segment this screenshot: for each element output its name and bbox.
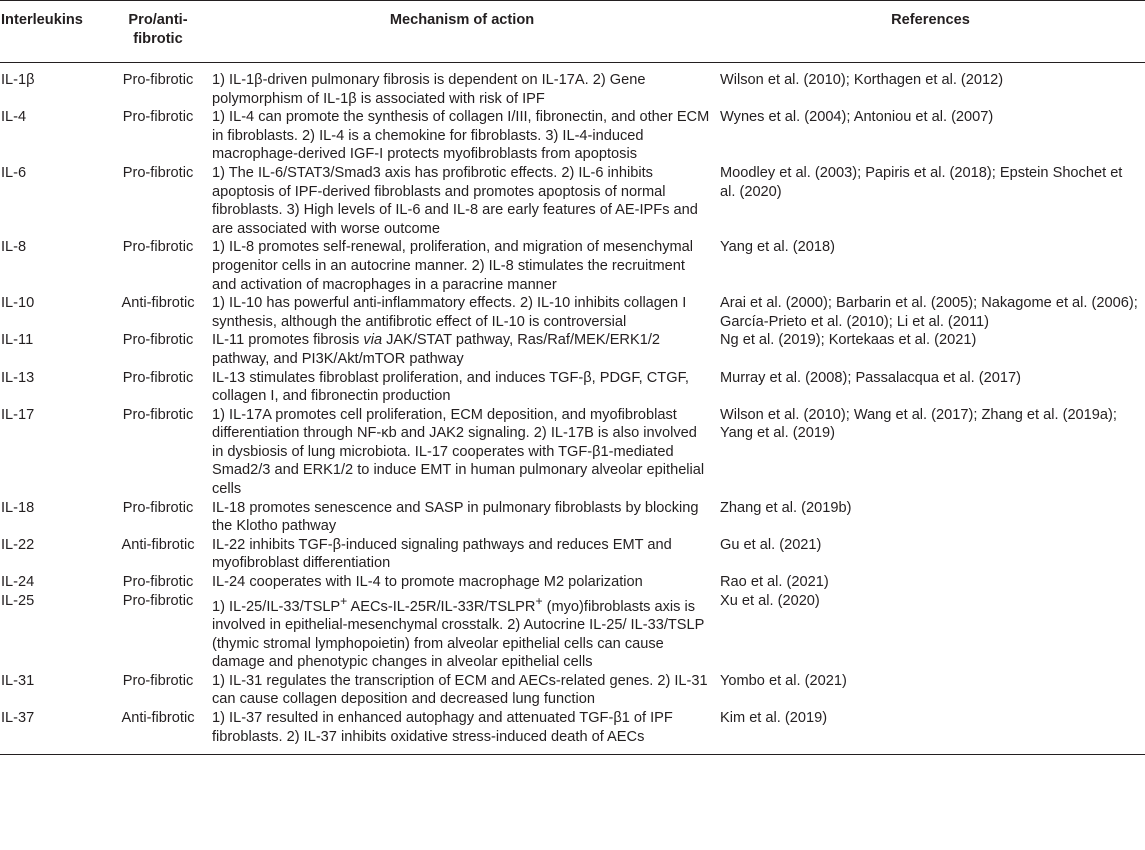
references-text: Ng et al. (2019); Kortekaas et al. (2021) bbox=[720, 332, 977, 349]
interleukin-name: IL-1β bbox=[1, 72, 35, 88]
mechanism-text-part: JAK/STAT pathway, Ras/Raf/MEK/ERK1/2 pathway, and PI3K/Akt/mTOR pathway bbox=[212, 332, 660, 367]
mechanism-text-part: AECs-IL-25R/IL-33R/TSLPR bbox=[347, 598, 536, 615]
table-row bbox=[0, 709, 1145, 755]
interleukin-name: IL-37 bbox=[1, 710, 35, 727]
mechanism-text: IL-18 promotes senescence and SASP in pulmonary fibroblasts by blocking the Klotho pathway bbox=[212, 499, 699, 535]
references-text: Moodley et al. (2003); Papiris et al. (2018); Epstein Shochet et al. (2020) bbox=[720, 164, 1123, 200]
fibrotic-type: Pro-fibrotic bbox=[122, 109, 194, 126]
mechanism-text: 1) IL-37 resulted in enhanced autophagy and attenuated TGF-β1 of IPF fibroblasts. 2) IL-37 inhibits oxidative stress-induced death of AECs bbox=[212, 710, 673, 745]
table-row bbox=[0, 238, 1145, 294]
interleukin-name: IL-13 bbox=[1, 369, 35, 386]
fibrotic-type: Pro-fibrotic bbox=[122, 239, 194, 256]
mechanism-text: 1) IL-10 has powerful anti-inflammatory effects. 2) IL-10 inhibits collagen I synthesis, although the antifibrotic effect of IL-10 is controversial bbox=[212, 295, 687, 330]
table-row bbox=[0, 164, 1145, 238]
mechanism-text: 1) IL-31 regulates the transcription of ECM and AECs-related genes. 2) IL-31 can cause collagen deposition and decreased lung function bbox=[212, 672, 708, 708]
table-row bbox=[0, 592, 1145, 672]
references-text: Kim et al. (2019) bbox=[720, 710, 828, 727]
mechanism-text-part: 1) IL-25/IL-33/TSLP bbox=[212, 598, 341, 615]
fibrotic-type: Anti-fibrotic bbox=[121, 295, 195, 312]
fibrotic-type: Pro-fibrotic bbox=[122, 332, 194, 349]
fibrotic-type: Pro-fibrotic bbox=[122, 499, 194, 516]
header-references: References bbox=[891, 12, 970, 28]
fibrotic-type: Pro-fibrotic bbox=[122, 672, 194, 689]
table-row bbox=[0, 406, 1145, 499]
interleukin-name: IL-25 bbox=[1, 592, 35, 609]
interleukin-name: IL-22 bbox=[1, 536, 35, 553]
table-row bbox=[0, 63, 1145, 109]
references-text: Gu et al. (2021) bbox=[720, 536, 822, 553]
table-header-row bbox=[0, 1, 1145, 63]
mechanism-text-italic: via bbox=[363, 332, 383, 349]
table-row bbox=[0, 108, 1145, 164]
interleukin-name: IL-8 bbox=[1, 239, 27, 256]
interleukin-name: IL-17 bbox=[1, 406, 35, 423]
mechanism-text: 1) IL-17A promotes cell proliferation, ECM deposition, and myofibroblast differentiation through NF-κb and JAK2 signaling. 2) IL-17B is also involved in dysbiosis of lung microbiota. IL-17 cooperates with TGF-β1-mediated Smad2/3 and ERK1/2 to induce EMT in human pulmonary alveolar epithelial cells bbox=[212, 406, 705, 498]
mechanism-text: 1) IL-4 can promote the synthesis of collagen I/III, fibronectin, and other ECM in fibroblasts. 2) IL-4 is a chemokine for fibroblasts. 3) IL-4-induced macrophage-derived IGF-I protects myofibroblasts from apoptosis bbox=[212, 109, 710, 163]
fibrotic-type: Anti-fibrotic bbox=[121, 536, 195, 553]
interleukin-name: IL-18 bbox=[1, 499, 35, 516]
fibrotic-type: Pro-fibrotic bbox=[122, 369, 194, 386]
mechanism-text: 1) The IL-6/STAT3/Smad3 axis has profibrotic effects. 2) IL-6 inhibits apoptosis of IPF-derived fibroblasts and promotes apoptosis of normal fibroblasts. 3) High levels of IL-6 and IL-8 are early features of AE-IPFs and are associated with worse outcome bbox=[212, 164, 698, 237]
mechanism-text: IL-13 stimulates fibroblast proliferation, and induces TGF-β, PDGF, CTGF, collagen I, and fibronectin production bbox=[212, 369, 689, 405]
superscript-plus: + bbox=[340, 593, 348, 608]
fibrotic-type: Pro-fibrotic bbox=[122, 592, 194, 609]
mechanism-text-part: (myo)fibroblasts axis is involved in epithelial-mesenchymal crosstalk. 2) Autocrine IL-25/ IL-33/TSLP (thymic stromal lymphopoietin) from alveolar epithelial cells can cause damage and phenotypic changes in alveolar epithelial cells bbox=[212, 598, 705, 671]
interleukin-name: IL-31 bbox=[1, 672, 35, 689]
header-mechanism: Mechanism of action bbox=[389, 12, 535, 28]
references-text: Wilson et al. (2010); Korthagen et al. (2012) bbox=[720, 72, 1004, 88]
mechanism-text: IL-24 cooperates with IL-4 to promote macrophage M2 polarization bbox=[212, 574, 643, 591]
table-row bbox=[0, 499, 1145, 536]
fibrotic-type: Pro-fibrotic bbox=[122, 72, 194, 88]
table-row bbox=[0, 672, 1145, 709]
mechanism-text bbox=[208, 592, 716, 672]
references-text: Yang et al. (2018) bbox=[720, 239, 835, 256]
table-row bbox=[0, 331, 1145, 368]
fibrotic-type: Pro-fibrotic bbox=[122, 406, 194, 423]
interleukin-name: IL-4 bbox=[1, 109, 27, 126]
references-text: Yombo et al. (2021) bbox=[720, 672, 847, 689]
references-text: Arai et al. (2000); Barbarin et al. (2005); Nakagome et al. (2006); García-Prieto et al. (2010); Li et al. (2011) bbox=[720, 295, 1138, 330]
interleukin-name: IL-10 bbox=[1, 295, 35, 312]
interleukin-name: IL-24 bbox=[1, 574, 35, 591]
references-text: Murray et al. (2008); Passalacqua et al. (2017) bbox=[720, 369, 1021, 386]
table-row bbox=[0, 536, 1145, 573]
fibrotic-type: Pro-fibrotic bbox=[122, 164, 194, 181]
references-text: Wilson et al. (2010); Wang et al. (2017); Zhang et al. (2019a); Yang et al. (2019) bbox=[720, 406, 1117, 442]
header-pro-anti-fibrotic: Pro/anti-fibrotic bbox=[128, 12, 188, 47]
references-text: Xu et al. (2020) bbox=[720, 592, 820, 609]
table-row bbox=[0, 294, 1145, 331]
table-row bbox=[0, 369, 1145, 406]
superscript-plus: + bbox=[535, 593, 543, 608]
interleukin-name: IL-6 bbox=[1, 164, 27, 181]
mechanism-text: 1) IL-8 promotes self-renewal, proliferation, and migration of mesenchymal progenitor cells in an autocrine manner. 2) IL-8 stimulates the recruitment and activation of macrophages in a paracrine manner bbox=[212, 239, 694, 293]
fibrotic-type: Pro-fibrotic bbox=[122, 574, 194, 591]
header-interleukins: Interleukins bbox=[1, 12, 83, 28]
references-text: Zhang et al. (2019b) bbox=[720, 499, 852, 516]
mechanism-text-part: IL-11 promotes fibrosis bbox=[212, 332, 364, 349]
table-row bbox=[0, 573, 1145, 592]
interleukin-name: IL-11 bbox=[1, 332, 34, 349]
mechanism-text bbox=[208, 331, 716, 368]
mechanism-text: IL-22 inhibits TGF-β-induced signaling pathways and reduces EMT and myofibroblast differentiation bbox=[212, 536, 672, 572]
references-text: Wynes et al. (2004); Antoniou et al. (2007) bbox=[720, 109, 994, 126]
fibrotic-type: Anti-fibrotic bbox=[121, 710, 195, 727]
mechanism-text: 1) IL-1β-driven pulmonary fibrosis is dependent on IL-17A. 2) Gene polymorphism of IL-1β is associated with risk of IPF bbox=[212, 72, 646, 107]
references-text: Rao et al. (2021) bbox=[720, 574, 829, 591]
